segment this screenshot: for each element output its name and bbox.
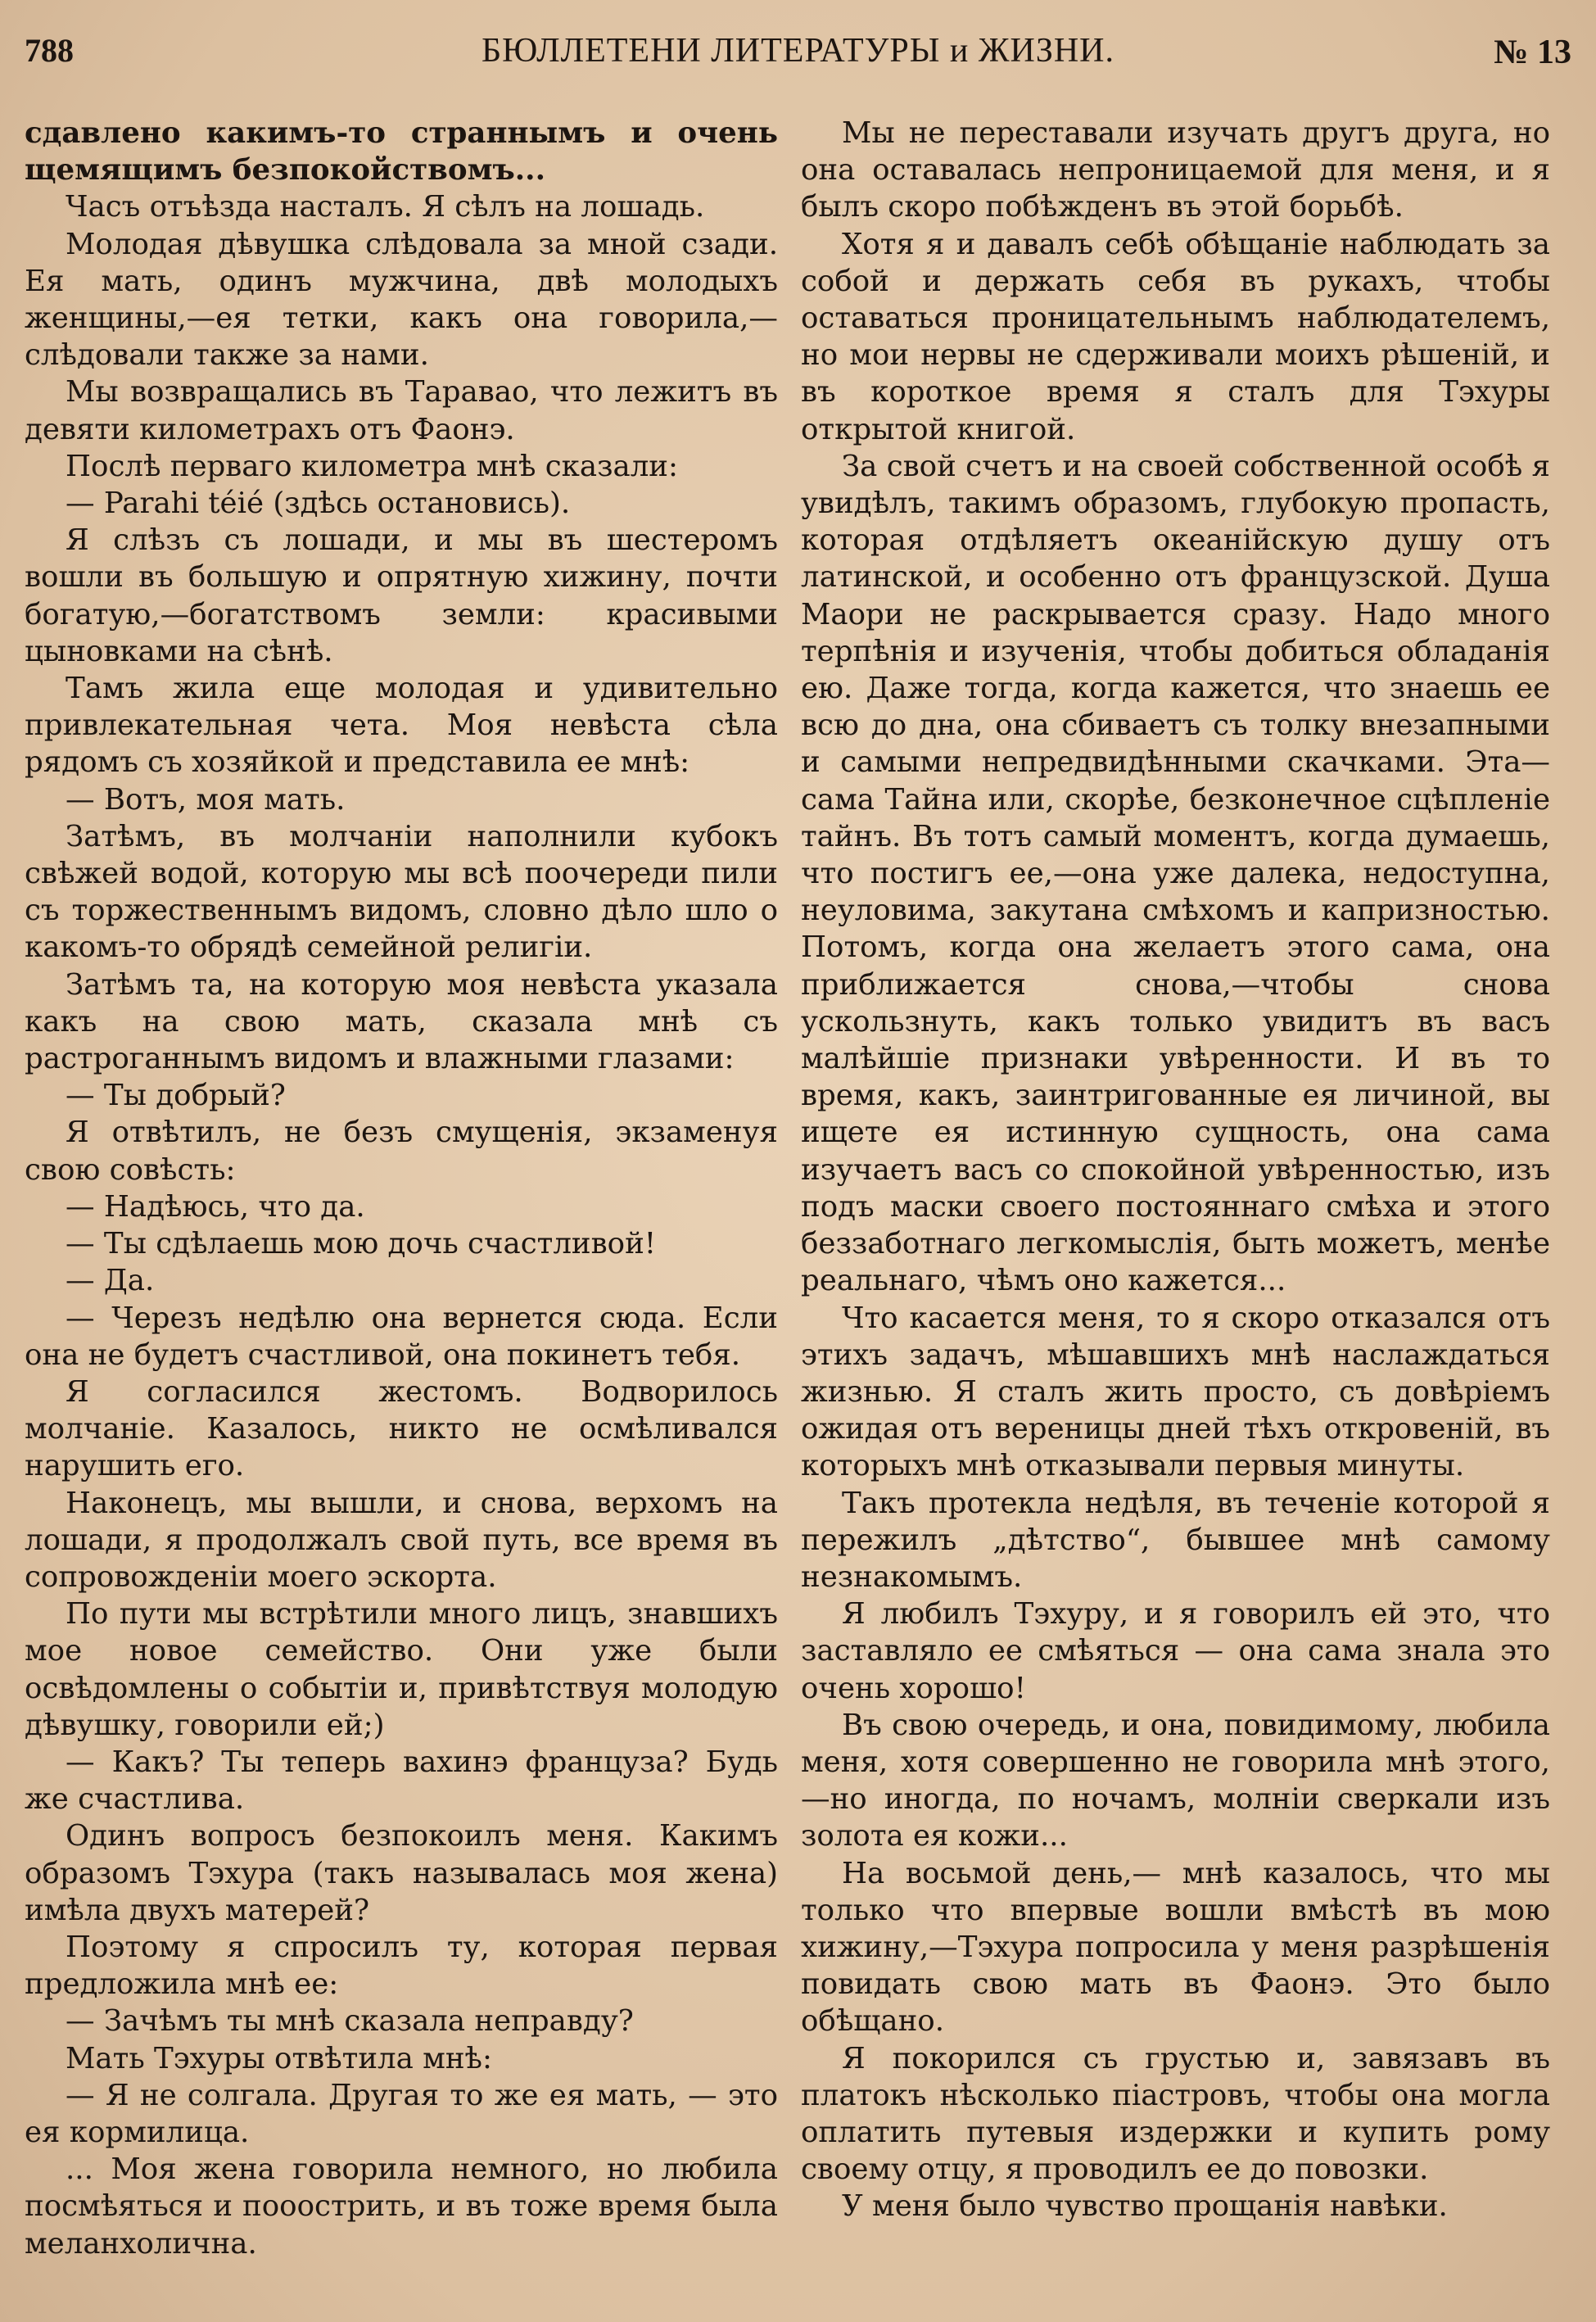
page-header [25, 31, 1571, 80]
issue-number: № 13 [1494, 34, 1571, 71]
paragraph: — Зачѣмъ ты мнѣ сказала неправду? [66, 2004, 634, 2039]
paragraph: У меня было чувство прощанія навѣки. [842, 2189, 1448, 2224]
paragraph: Что касается меня, то я скоро отказался отъ этихъ задачъ, мѣшавшихъ мнѣ наслаждаться жизнью. Я сталъ жить просто, съ довѣріемъ ожидая отъ вереницы дней тѣхъ откровеній, въ которыхъ мнѣ отказывали первыя минуты. [801, 1301, 1550, 1483]
paragraph: Я любилъ Тэхуру, и я говорилъ ей это, что заставляло ее смѣяться — она сама знала это очень хорошо! [801, 1597, 1550, 1705]
paragraph: Молодая дѣвушка слѣдовала за мной сзади. Ея мать, одинъ мужчина, двѣ молодыхъ женщины,—ея тетки, какъ она говорила,—слѣдовали также за нами. [25, 227, 778, 373]
paragraph: ... Моя жена говорила немного, но любила посмѣяться и пооострить, и въ тоже время была меланхолична. [25, 2152, 778, 2261]
page-number: 788 [25, 32, 74, 69]
right-column [801, 115, 1550, 2225]
paragraph: Одинъ вопросъ безпокоилъ меня. Какимъ образомъ Тэхура (такъ называлась моя жена) имѣла двухъ матерей? [25, 1819, 778, 1927]
paragraph: Затѣмъ та, на которую моя невѣста указала какъ на свою мать, сказала мнѣ съ растроганнымъ видомъ и влажными глазами: [25, 967, 778, 1076]
paragraph: сдавлено какимъ-то страннымъ и очень щемящимъ безпокойствомъ... [25, 116, 778, 188]
paragraph: Я покорился съ грустью и, завязавъ въ платокъ нѣсколько піастровъ, чтобы она могла оплатить путевыя издержки и купить рому своему отцу, я проводилъ ее до повозки. [801, 2041, 1550, 2187]
paragraph: — Какъ? Ты теперь вахинэ француза? Будь же счастлива. [25, 1745, 778, 1817]
paragraph: Поэтому я спросилъ ту, которая первая предложила мнѣ ее: [25, 1930, 778, 2002]
paragraph: Тамъ жила еще молодая и удивительно привлекательная чета. Моя невѣста сѣла рядомъ съ хозяйкой и представила ее мнѣ: [25, 672, 778, 780]
paragraph: — Parahi téié (здѣсь остановись). [66, 487, 571, 521]
paragraph: Я отвѣтилъ, не безъ смущенія, экзаменуя свою совѣсть: [25, 1116, 778, 1187]
paragraph: Такъ протекла недѣля, въ теченіе которой я пережилъ „дѣтство“, бывшее мнѣ самому незнакомымъ. [801, 1486, 1550, 1594]
paragraph: Я согласился жестомъ. Водворилось молчаніе. Казалось, никто не осмѣливался нарушить его. [25, 1374, 778, 1483]
paragraph: — Да. [66, 1264, 155, 1298]
paragraph: Въ свою очередь, и она, повидимому, любила меня, хотя совершенно не говорила мнѣ этого,—но иногда, по ночамъ, молніи сверкали изъ золота ея кожи... [801, 1708, 1550, 1854]
paragraph: По пути мы встрѣтили много лицъ, знавшихъ мое новое семейство. Они уже были освѣдомлены о событіи и, привѣтствуя молодую дѣвушку, говорили ей;) [25, 1597, 778, 1742]
paragraph: Я слѣзъ съ лошади, и мы въ шестеромъ вошли въ большую и опрятную хижину, почти богатую,—богатствомъ земли: красивыми цыновками на сѣнѣ. [25, 523, 778, 668]
paragraph: Затѣмъ, въ молчаніи наполнили кубокъ свѣжей водой, которую мы всѣ поочереди пили съ торжественнымъ видомъ, словно дѣло шло о какомъ-то обрядѣ семейной религіи. [25, 819, 778, 965]
paragraph: За свой счетъ и на своей собственной особѣ я увидѣлъ, такимъ образомъ, глубокую пропасть, которая отдѣляетъ океанійскую душу отъ латинской, и особенно отъ французской. Душа Маори не раскрывается сразу. Надо много терпѣнія и изученія, чтобы добиться обладанія ею. Даже тогда, когда кажется, что знаешь ее всю до дна, она сбиваетъ съ толку внезапными и самыми непредвидѣнными скачками. Эта—сама Тайна или, скорѣе, безконечное сцѣпленіе тайнъ. Въ тотъ самый моментъ, когда думаешь, что постигъ ее,—она уже далека, недоступна, неуловима, закутана смѣхомъ и капризностью. Потомъ, когда она желаетъ этого сама, она приближается снова,—чтобы снова ускользнуть, какъ только увидитъ въ васъ малѣйшіе признаки увѣренности. И въ то время, какъ, заинтригованные ея личиной, вы ищете ея истинную сущность, она сама изучаетъ васъ со спокойной увѣренностью, изъ подъ маски своего постояннаго смѣха и этого беззаботнаго легкомыслія, быть можетъ, менѣе реальнаго, чѣмъ оно кажется... [801, 449, 1550, 1298]
paragraph: — Черезъ недѣлю она вернется сюда. Если она не будетъ счастливой, она покинетъ тебя. [25, 1301, 778, 1372]
paragraph: Мы возвращались въ Таравао, что лежитъ въ девяти километрахъ отъ Фаонэ. [25, 375, 778, 446]
paragraph: Хотя я и давалъ себѣ обѣщаніе наблюдать за собой и держать себя въ рукахъ, чтобы оставаться проницательнымъ наблюдателемъ, но мои нервы не сдерживали моихъ рѣшеній, и въ короткое время я сталъ для Тэхуры открытой книгой. [801, 227, 1550, 446]
paragraph: Мать Тэхуры отвѣтила мнѣ: [66, 2041, 492, 2075]
left-column [25, 115, 778, 2262]
paragraph: Часъ отъѣзда насталъ. Я сѣлъ на лошадь. [66, 190, 705, 224]
paragraph: — Вотъ, моя мать. [66, 782, 346, 817]
paragraph: Послѣ перваго километра мнѣ сказали: [66, 449, 679, 483]
paragraph: Наконецъ, мы вышли, и снова, верхомъ на лошади, я продолжалъ свой путь, все время въ сопровожденіи моего эскорта. [25, 1486, 778, 1594]
paragraph: Мы не переставали изучать другъ друга, но она оставалась непроницаемой для меня, и я былъ скоро побѣжденъ въ этой борьбѣ. [801, 116, 1550, 224]
paragraph: — Ты сдѣлаешь мою дочь счастливой! [66, 1227, 657, 1261]
paragraph: На восьмой день,— мнѣ казалось, что мы только что впервые вошли вмѣстѣ въ мою хижину,—Тэхура попросила у меня разрѣшенія повидать свою мать въ Фаонэ. Это было обѣщано. [801, 1856, 1550, 2039]
journal-title: БЮЛЛЕТЕНИ ЛИТЕРАТУРЫ и ЖИЗНИ. [481, 32, 1115, 70]
paragraph: — Надѣюсь, что да. [66, 1189, 365, 1224]
paragraph: — Ты добрый? [66, 1079, 286, 1113]
paragraph: — Я не солгала. Другая то же ея мать, — это ея кормилица. [25, 2078, 778, 2149]
